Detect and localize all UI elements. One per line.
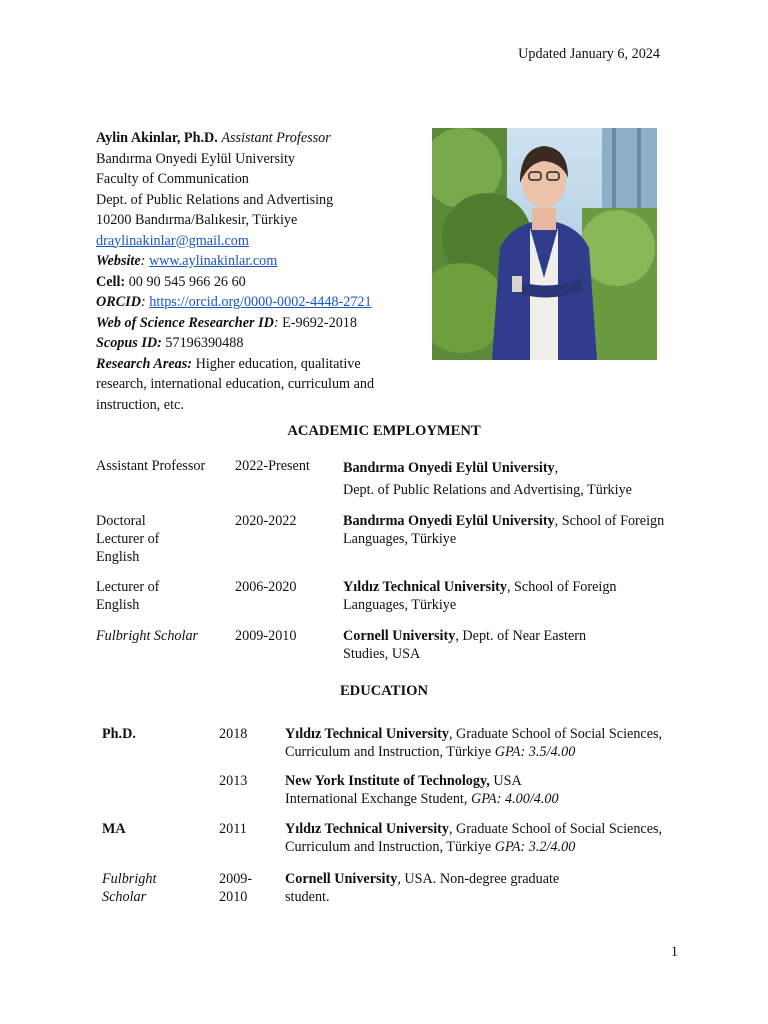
orcid-label: ORCID [96,294,141,310]
wos-id: E-9692-2018 [282,314,357,331]
education-degree: MA [102,821,126,837]
employment-role: Doctoral Lecturer of English [96,513,160,565]
employment-detail: , School of Foreign Languages, Türkiye [343,579,617,613]
research-label: Research Areas: [96,355,193,372]
education-year: 2018 [219,726,248,742]
employment-institution: Bandırma Onyedi Eylül University [343,460,555,476]
education-detail: , Graduate School of Social Sciences, Curriculum and Instruction, Türkiye [285,726,663,760]
education-institution: Yıldız Technical University [285,726,449,742]
employment-years: 2020-2022 [235,513,297,529]
education-detail-2: International Exchange Student, [285,791,471,807]
website-link[interactable]: www.aylinakinlar.com [148,253,278,269]
education-year: 2013 [219,773,248,789]
scopus-label: Scopus ID: [96,335,162,351]
website-label: Website [96,253,141,269]
employment-years: 2006-2020 [235,579,297,595]
contact-header: Aylin Akinlar, Ph.D. Assistant Professor Bandırma Onyedi Eylül University Faculty of Communication Dept. of Public Relations and Advertising 10200 Bandırma/Balıkesir, Türkiye draylinakinlar@gmail.com Website: www.aylinakinlar.com Cell: 00 90 545 966 26 60 ORCID: https://orcid.org/0000-0002-4448-2721 Web of Science Researcher ID: E-9692-2018 Scopus ID: 57196390488 Research Areas: Higher education, qualitative research, international education, curriculum and instruction, etc. [96,128,416,415]
author-title: Assistant Professor [221,130,331,146]
cell-label: Cell: [96,273,126,290]
education-degree: Fulbright Scholar [102,871,157,905]
university: Bandırma Onyedi Eylül University [96,150,295,167]
employment-heading: ACADEMIC EMPLOYMENT [287,423,481,439]
education-heading: EDUCATION [339,683,429,699]
employment-institution: Bandırma Onyedi Eylül University [343,513,555,529]
education-year: 2011 [219,821,247,837]
employment-years: 2009-2010 [235,628,297,644]
department: Dept. of Public Relations and Advertising [96,191,334,208]
employment-detail: , Dept. of Near Eastern Studies, USA [343,628,587,662]
education-institution: New York Institute of Technology, [285,773,490,789]
updated-date: Updated January 6, 2024 [518,46,660,62]
education-institution: Cornell University [285,871,398,887]
employment-detail: Dept. of Public Relations and Advertising, Türkiye [343,482,632,498]
profile-photo [432,128,657,360]
author-name: Aylin Akinlar, Ph.D. [96,130,218,146]
education-gpa: GPA: 3.5/4.00 [494,744,576,760]
faculty: Faculty of Communication [96,171,249,187]
education-detail: USA [489,773,522,789]
education-detail: , USA. Non-degree graduate student. [285,871,560,905]
employment-years: 2022-Present [235,458,310,474]
address: 10200 Bandırma/Balıkesir, Türkiye [96,212,298,228]
education-degree: Ph.D. [102,726,136,742]
employment-role: Lecturer of English [96,579,160,613]
page-number: 1 [670,944,678,960]
education-gpa: GPA: 3.2/4.00 [494,839,576,855]
education-gpa: GPA: 4.00/4.00 [470,791,559,807]
education-detail: , Graduate School of Social Sciences, Curriculum and Instruction, Türkiye [285,821,663,855]
employment-institution: Yıldız Technical University [343,579,507,595]
wos-label: Web of Science Researcher ID [96,314,274,331]
email-link[interactable]: draylinakinlar@gmail.com [96,232,249,249]
education-year: 2009-2010 [219,871,253,905]
scopus-id: 57196390488 [165,335,244,351]
education-institution: Yıldız Technical University [285,821,449,837]
research-areas: Higher education, qualitative research, international education, curriculum and instruction, etc. [96,355,375,413]
employment-role: Fulbright Scholar [96,628,199,644]
orcid-link[interactable]: https://orcid.org/0000-0002-4448-2721 [149,294,372,310]
employment-detail: , School of Foreign Languages, Türkiye [343,513,665,547]
employment-institution: Cornell University [343,628,456,644]
employment-role: Assistant Professor [96,458,206,474]
cell-number: 00 90 545 966 26 60 [128,273,246,290]
